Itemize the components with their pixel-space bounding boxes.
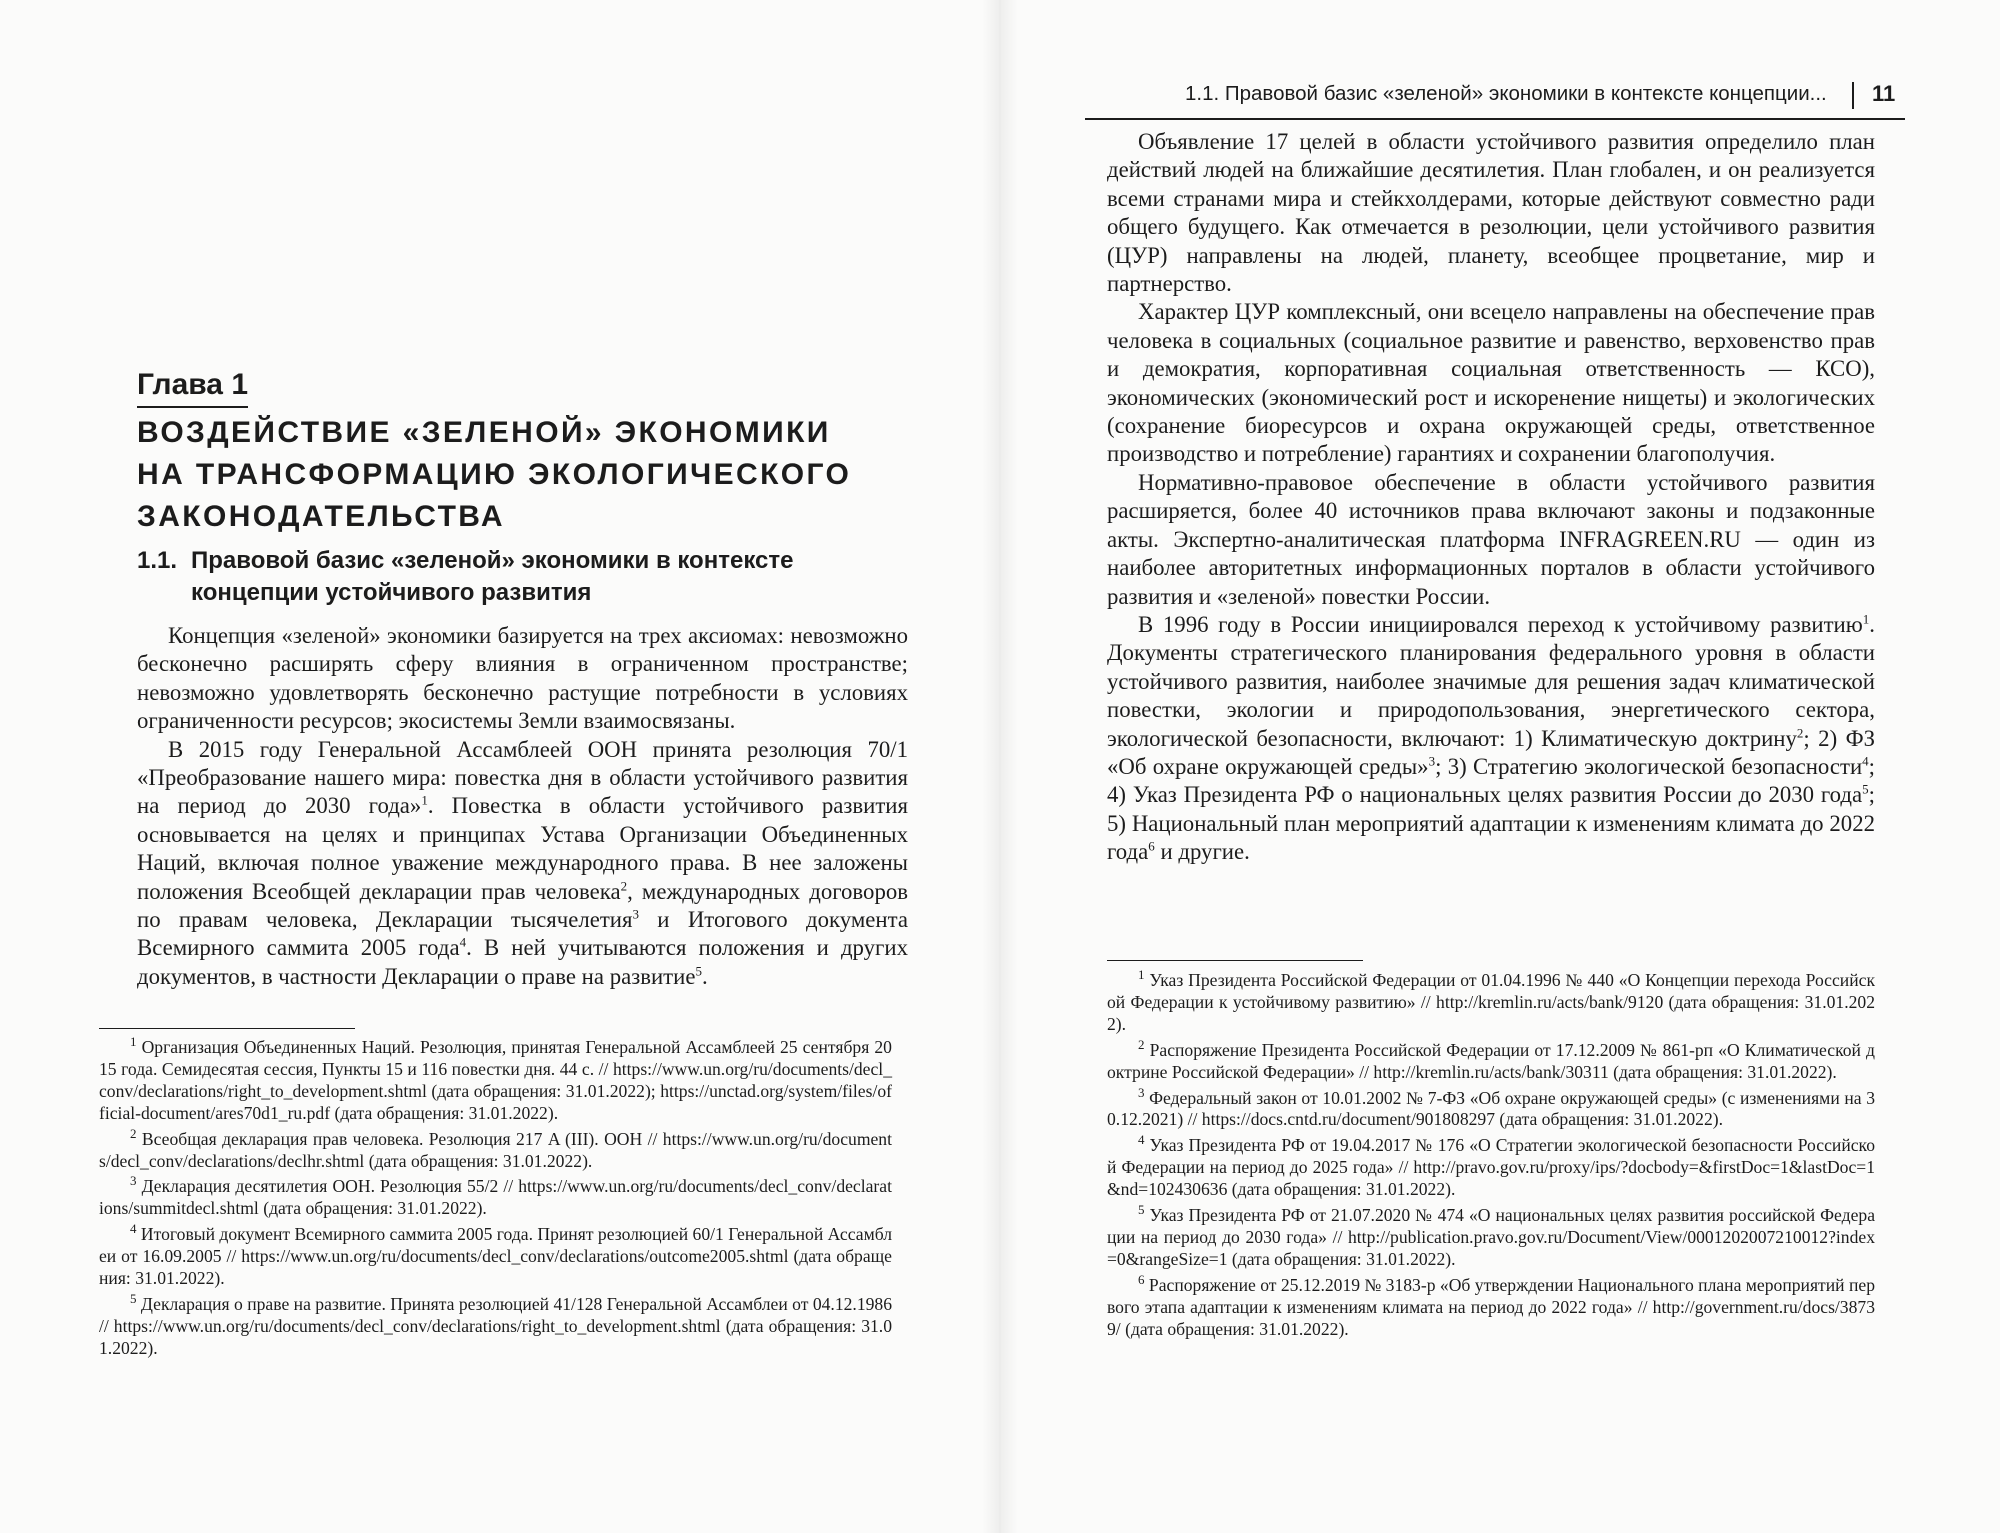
footnote xyxy=(1107,967,1875,1036)
left-body-text xyxy=(137,622,908,991)
body-paragraph: Нормативно-правовое обеспечение в области устойчивого развития расширяется, более 40 источников права включают законы и подзаконные акты. Экспертно-аналитическая платформа INFRAGREEN.RU — один из наиболее авторитетных информационных порталов в области устойчивого развития и «зеленой» повестки России. xyxy=(1107,469,1875,609)
footnote-marker: 1 xyxy=(421,792,428,808)
text-run: и Итогового документа Всемирного саммита 2005 года xyxy=(137,907,908,961)
footnote-marker: 2 xyxy=(1796,724,1804,740)
footnote xyxy=(1107,1271,1876,1341)
footnote-mark: 1 xyxy=(130,1034,137,1050)
text-run: ; 3) Стратегию экологической безопасности xyxy=(1435,753,1863,779)
footnote-text: Указ Президента РФ от 21.07.2020 № 474 «О национальных целях развития российской Федерации на период до 2030 года» // http://publication.pravo.gov.ru/Document/View/0001202007210012?index=0&rangeSize=1 (дата обращения: 31.01.2022). xyxy=(1107,1205,1876,1269)
footnote-mark: 5 xyxy=(130,1291,137,1307)
section-number: 1.1. xyxy=(137,547,178,574)
chapter-title xyxy=(137,412,917,538)
chapter-title-line: ЗАКОНОДАТЕЛЬСТВА xyxy=(137,500,505,533)
footnote-marker: 4 xyxy=(1862,753,1869,769)
text-run: . xyxy=(701,963,708,989)
footnote-text: Всеобщая декларация прав человека. Резолюция 217 A (III). ООН // https://www.un.org/ru/documents/decl_conv/declarations/declhr.shtml (дата обращения: 31.01.2022). xyxy=(99,1128,892,1171)
footnote-mark: 5 xyxy=(1138,1202,1145,1218)
section-title-line: концепции устойчивого развития xyxy=(191,579,592,606)
footnote-marker: 5 xyxy=(695,963,702,979)
footnote-text: Указ Президента Российской Федерации от 01.04.1996 № 440 «О Концепции перехода Российской Федерации к устойчивому развитию» // http://kremlin.ru/acts/bank/9120 (дата обращения: 31.01.2022). xyxy=(1107,970,1875,1034)
footnote xyxy=(99,1125,892,1173)
footnote-divider xyxy=(1107,960,1363,961)
text-run: и другие. xyxy=(1154,839,1250,865)
footnote-text: Итоговый документ Всемирного саммита 2005 года. Принят резолюцией 60/1 Генеральной Ассамблеи от 16.09.2005 // https://www.un.org/ru/documents/decl_conv/declarations/outcome2005.shtml (дата обращения: 31.01.2022). xyxy=(99,1224,892,1289)
footnote-text: Указ Президента РФ от 19.04.2017 № 176 «О Стратегии экологической безопасности Российской Федерации на период до 2025 года» // http://pravo.gov.ru/proxy/ips/?docbody=&firstDoc=1&lastDoc=1&nd=102430636 (дата обращения: 31.01.2022). xyxy=(1107,1135,1875,1200)
footnote xyxy=(99,1221,892,1290)
footnote-divider xyxy=(99,1028,355,1029)
footnote-marker: 3 xyxy=(1428,753,1436,769)
footnote xyxy=(99,1034,892,1125)
text-run: ; 4) Указ Президента РФ о национальных целях развития России до 2030 года xyxy=(1107,753,1875,808)
running-head-rule xyxy=(1085,118,1905,120)
footnote-marker: 1 xyxy=(1862,611,1870,627)
footnote-text: Декларация о праве на развитие. Принята резолюцией 41/128 Генеральной Ассамблеи от 04.12.1986 // https://www.un.org/ru/documents/decl_conv/declarations/right_to_development.shtml (дата обращения: 31.01.2022). xyxy=(99,1293,893,1358)
running-head-separator xyxy=(1852,82,1854,109)
footnote-mark: 2 xyxy=(1138,1036,1145,1052)
footnote-marker: 2 xyxy=(620,878,628,894)
footnote-marker: 6 xyxy=(1148,838,1155,854)
footnote xyxy=(1107,1202,1876,1271)
footnote-mark: 4 xyxy=(130,1221,137,1237)
footnote-text: Распоряжение от 25.12.2019 № 3183-р «Об утверждении Национального плана мероприятий первого этапа адаптации к изменениям климата на период до 2022 года» // http://government.ru/docs/38739/ (дата обращения: 31.01.2022). xyxy=(1107,1274,1876,1339)
text-run: В 1996 году в России инициировался переход к устойчивому развитию xyxy=(1138,611,1863,637)
left-footnotes xyxy=(99,1034,893,1364)
footnote-marker: 5 xyxy=(1862,781,1869,797)
body-paragraph xyxy=(137,736,908,992)
footnote-marker: 4 xyxy=(459,934,467,950)
footnote-text: Декларация десятилетия ООН. Резолюция 55/2 // https://www.un.org/ru/documents/decl_conv/declarations/summitdecl.shtml (дата обращения: 31.01.2022). xyxy=(99,1176,892,1219)
body-paragraph: Концепция «зеленой» экономики базируется на трех аксиомах: невозможно бесконечно расширять сферу влияния в ограниченном пространстве; невозможно удовлетворять бесконечно растущие потребности в условиях ограниченности ресурсов; экосистемы Земли взаимосвязаны. xyxy=(137,623,908,734)
text-run: . Документы стратегического планирования федерального уровня в области устойчивого развития, наиболее значимые для решения задач климатической повестки, экологии и природопользования, энергетического сектора, экологической безопасности, включают: 1) Климатическую доктрину xyxy=(1107,611,1875,751)
body-paragraph: Объявление 17 целей в области устойчивого развития определило план действий людей на ближайшие десятилетия. План глобален, и он реализуется всеми странами мира и стейкхолдерами, которые действуют совместно ради общего будущего. Как отмечается в резолюции, цели устойчивого развития (ЦУР) направлены на людей, планету, всеобщее процветание, мир и партнерство. xyxy=(1107,129,1875,297)
footnote-text: Распоряжение Президента Российской Федерации от 17.12.2009 № 861-рп «О Климатической доктрине Российской Федерации» // http://kremlin.ru/acts/bank/30311 (дата обращения: 31.01.2022). xyxy=(1107,1039,1875,1082)
chapter-label: Глава 1 xyxy=(137,365,248,408)
footnote-marker: 3 xyxy=(632,906,639,922)
chapter-heading xyxy=(137,365,917,538)
running-head: 1.1. Правовой базис «зеленой» экономики в контексте концепции... xyxy=(1185,82,1827,105)
chapter-title-line: ВОЗДЕЙСТВИЕ «ЗЕЛЕНОЙ» ЭКОНОМИКИ xyxy=(137,416,831,449)
footnote-text: Организация Объединенных Наций. Резолюция, принятая Генеральной Ассамблеей 25 сентября 2015 года. Семидесятая сессия, Пункты 15 и 116 повестки дня. 44 с. // https://www.un.org/ru/documents/decl_conv/declarations/right_to_development.shtml (дата обращения: 31.01.2022); https://unctad.org/system/files/official-document/ares70d1_ru.pdf (дата обращения: 31.01.2022). xyxy=(99,1037,892,1123)
text-run: ; 5) Национальный план мероприятий адаптации к изменениям климата до 2022 года xyxy=(1107,782,1875,865)
footnote-mark: 3 xyxy=(1138,1084,1145,1100)
section-title-line: Правовой базис «зеленой» экономики в контексте xyxy=(191,547,794,574)
text-run: В 2015 году Генеральной Ассамблеей ООН принята резолюция 70/1 «Преобразование нашего мира: повестка дня в области устойчивого развития на период до 2030 года» xyxy=(137,736,908,819)
footnote xyxy=(99,1173,892,1220)
footnote xyxy=(1107,1036,1875,1084)
footnote-mark: 1 xyxy=(1138,967,1145,983)
footnote-text: Федеральный закон от 10.01.2002 № 7-ФЗ «Об охране окружающей среды» (с изменениями на 30.12.2021) // https://docs.cntd.ru/document/901808297 (дата обращения: 31.01.2022). xyxy=(1107,1087,1875,1130)
body-paragraph xyxy=(1107,611,1875,867)
right-footnotes xyxy=(1107,967,1876,1345)
section-heading xyxy=(137,545,917,609)
footnote-mark: 6 xyxy=(1138,1271,1145,1287)
footnote-mark: 3 xyxy=(130,1173,137,1189)
footnote xyxy=(1107,1132,1875,1201)
text-run: . Повестка в области устойчивого развития основывается на целях и принципах Устава Организации Объединенных Наций, включая полное уважение международного права. В нее заложены положения Всеобщей декларации прав человека xyxy=(137,793,908,904)
body-paragraph: Характер ЦУР комплексный, они всецело направлены на обеспечение прав человека в социальных (социальное развитие и равенство, верховенство прав и демократия, корпоративная социальная ответственность — КСО), экономических (экономический рост и искоренение нищеты) и экологических (сохранение биоресурсов и охрана окружающей среды, ответственное производство и потребление) гарантиях и сохранении благополучия. xyxy=(1107,299,1875,467)
right-body-text xyxy=(1107,128,1875,867)
text-run: . В ней учитываются положения и других документов, в частности Декларации о праве на развитие xyxy=(137,935,908,989)
footnote xyxy=(1107,1084,1875,1132)
text-run: ; 2) ФЗ «Об охране окружающей среды» xyxy=(1107,725,1876,779)
footnote-mark: 4 xyxy=(1138,1132,1145,1148)
page-number: 11 xyxy=(1872,81,1896,106)
text-run: , международных договоров по правам человека, Декларации тысячелетия xyxy=(137,878,908,933)
chapter-title-line: НА ТРАНСФОРМАЦИЮ ЭКОЛОГИЧЕСКОГО xyxy=(137,458,852,491)
footnote xyxy=(99,1291,893,1360)
footnote-mark: 2 xyxy=(130,1125,137,1141)
